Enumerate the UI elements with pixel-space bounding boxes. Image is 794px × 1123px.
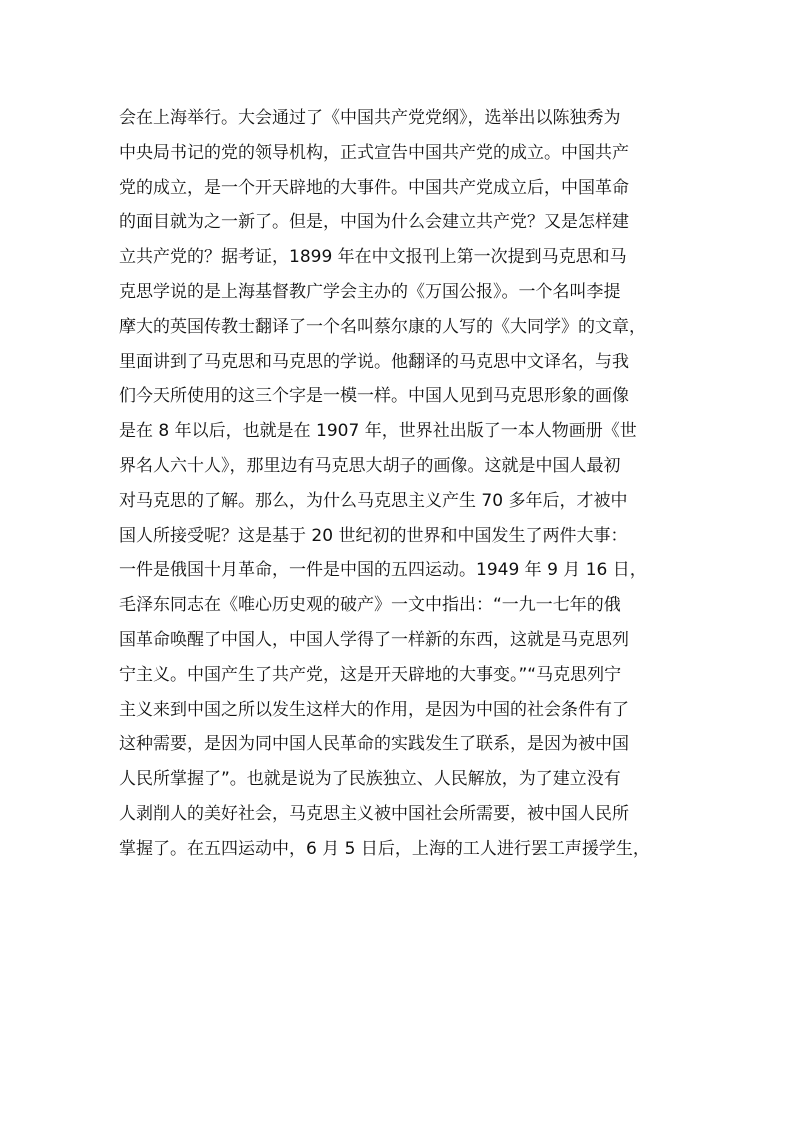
text-line: 对马克思的了解。那么，为什么马克思主义产生 70 多年后，才被中 (119, 490, 628, 511)
text-line: 们今天所使用的这三个字是一模一样。中国人见到马克思形象的画像 (119, 386, 629, 407)
text-line: 人剥削人的美好社会，马克思主义被中国社会所需要，被中国人民所 (119, 803, 629, 824)
text-line: 这种需要，是因为同中国人民革命的实践发生了联系，是因为被中国 (119, 734, 629, 755)
text-line: 立共产党的？据考证，1899 年在中文报刊上第一次提到马克思和马 (119, 247, 627, 268)
text-line: 国人所接受呢？这是基于 20 世纪初的世界和中国发生了两件大事： (119, 525, 628, 546)
text-line: 的面目就为之一新了。但是，中国为什么会建立共产党？又是怎样建 (119, 212, 629, 233)
text-line: 是在 8 年以后，也就是在 1907 年，世界社出版了一本人物画册《世 (119, 421, 637, 442)
text-line: 摩大的英国传教士翻译了一个名叫蔡尔康的人写的《大同学》的文章， (119, 316, 646, 337)
text-line: 党的成立，是一个开天辟地的大事件。中国共产党成立后，中国革命 (119, 177, 629, 198)
text-line: 克思学说的是上海基督教广学会主办的《万国公报》。一个名叫李提 (119, 281, 621, 302)
text-line: 主义来到中国之所以发生这样大的作用，是因为中国的社会条件有了 (119, 699, 629, 720)
text-line: 界名人六十人》，那里边有马克思大胡子的画像。这就是中国人最初 (119, 455, 621, 476)
body-text (119, 101, 679, 867)
text-line: 中央局书记的党的领导机构，正式宣告中国共产党的成立。中国共产 (119, 142, 629, 163)
text-line: 宁主义。中国产生了共产党，这是开天辟地的大事变。”“马克思列宁 (119, 664, 622, 685)
text-line: 一件是俄国十月革命，一件是中国的五四运动。1949 年 9 月 16 日， (119, 560, 647, 581)
text-line: 人民所掌握了”。也就是说为了民族独立、人民解放，为了建立没有 (119, 769, 621, 790)
text-line: 里面讲到了马克思和马克思的学说。他翻译的马克思中文译名，与我 (119, 351, 629, 372)
text-line: 掌握了。在五四运动中，6 月 5 日后，上海的工人进行罢工声援学生， (119, 838, 650, 859)
text-line: 会在上海举行。大会通过了《中国共产党党纲》，选举出以陈独秀为 (119, 108, 621, 128)
text-line: 国革命唤醒了中国人，中国人学得了一样新的东西，这就是马克思列 (119, 629, 629, 650)
text-line: 毛泽东同志在《唯心历史观的破产》一文中指出：“一九一七年的俄 (119, 595, 621, 616)
